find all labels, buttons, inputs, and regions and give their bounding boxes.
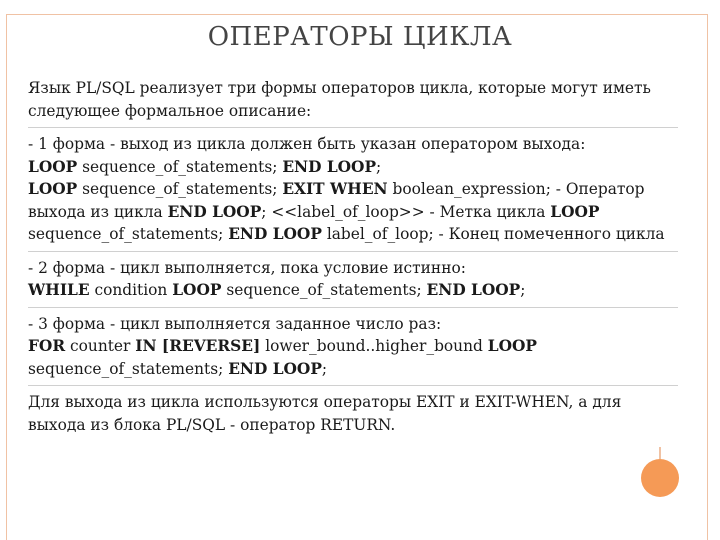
form2-lead: - 2 форма - цикл выполняется, пока условие истинно: [28,258,466,277]
keyword-loop: LOOP [172,281,222,299]
code-text: sequence_of_statements; [28,359,229,378]
code-text: sequence_of_statements; [77,180,283,198]
divider [28,127,678,128]
code-text: sequence_of_statements; [77,157,283,176]
outro-paragraph: Для выхода из цикла используются операторы EXIT и EXIT-WHEN, а для выхода из блока PL/SQL - оператор RETURN. [28,393,622,434]
form3-lead: - 3 форма - цикл выполняется заданное число раз: [28,314,442,333]
code-text: sequence_of_statements; [28,225,229,243]
decor-circle [641,459,679,497]
form2-paragraph [28,257,678,302]
code-text: ; <<label_of_loop>> - Метка цикла [261,202,551,221]
keyword-end-loop: END LOOP [228,225,322,243]
divider [28,251,678,252]
keyword-end-loop: END LOOP [282,157,377,176]
keyword-end-loop: END LOOP [426,281,521,299]
keyword-end-loop: END LOOP [228,359,322,378]
intro-paragraph: Язык PL/SQL реализует три формы операторов цикла, которые могут иметь следующее формальное описание: [28,79,651,120]
slide-content [28,77,678,436]
code-text: lower_bound..higher_bound [260,337,488,355]
divider [28,307,678,308]
code-text: counter [65,337,136,355]
code-text: sequence_of_statements; [221,281,427,299]
form3-paragraph [28,313,678,381]
keyword-loop: LOOP [550,202,600,221]
code-text: condition [89,281,173,299]
divider [28,385,678,386]
keyword-while: WHILE [28,281,90,299]
keyword-in-reverse: IN [REVERSE] [135,337,261,355]
keyword-loop: LOOP [487,337,537,355]
keyword-loop: LOOP [28,157,78,176]
code-text: ; [520,281,526,299]
code-text: label_of_loop; - Конец помеченного цикла [321,225,665,243]
keyword-end-loop: END LOOP [167,202,262,221]
keyword-loop: LOOP [28,180,78,198]
code-text: ; [321,359,328,378]
form1-lead: - 1 форма - выход из цикла должен быть указан оператором выхода: [28,135,586,153]
code-text: ; [376,157,382,176]
slide-title: ОПЕРАТОРЫ ЦИКЛА [207,22,513,52]
code-text: boolean_expression; - Оператор выхода из цикла [28,180,645,221]
form1-paragraph [28,133,678,246]
decor-line [659,447,661,459]
keyword-exit-when: EXIT WHEN [282,180,388,198]
keyword-for: FOR [28,337,66,355]
